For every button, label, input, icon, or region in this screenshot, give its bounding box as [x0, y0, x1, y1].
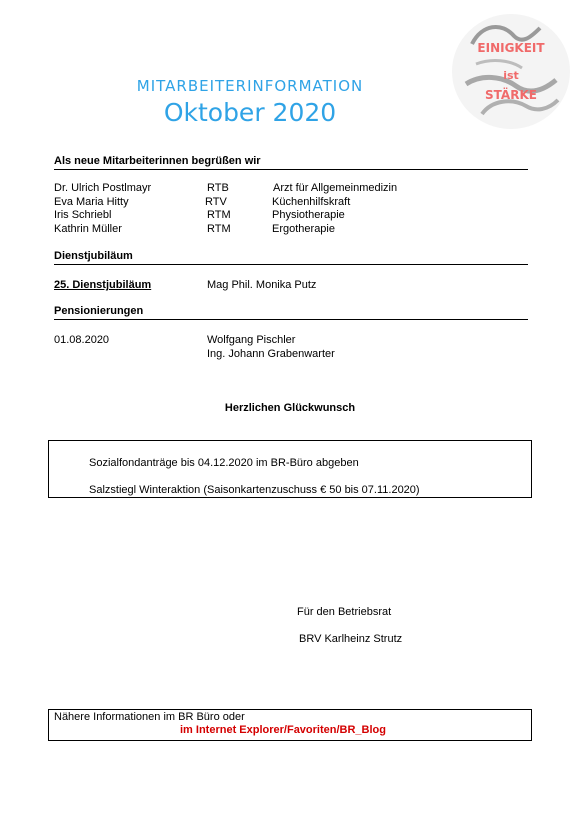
- employee-name: Eva Maria Hitty: [54, 196, 129, 208]
- logo-text-line1: EINIGKEIT: [477, 41, 545, 55]
- retirements-heading: Pensionierungen: [54, 305, 144, 317]
- employee-role: Physiotherapie: [272, 209, 345, 221]
- notice-line: Sozialfondanträge bis 04.12.2020 im BR-Büro abgeben: [89, 457, 359, 469]
- jubilee-label: 25. Dienstjubiläum: [54, 279, 152, 291]
- signature-line: Für den Betriebsrat: [297, 606, 392, 618]
- retiree-name: Ing. Johann Grabenwarter: [207, 348, 335, 360]
- retiree-name: Wolfgang Pischler: [207, 334, 296, 346]
- jubilee-heading: Dienstjubiläum: [54, 250, 133, 262]
- employee-code: RTV: [205, 196, 227, 208]
- footer-info-text: Nähere Informationen im BR Büro oder: [54, 711, 245, 723]
- jubilee-name: Mag Phil. Monika Putz: [207, 279, 317, 291]
- document-subtitle: MITARBEITERINFORMATION: [136, 77, 364, 95]
- retirement-date: 01.08.2020: [54, 334, 110, 346]
- employee-name: Iris Schriebl: [54, 209, 112, 221]
- congratulations-text: Herzlichen Glückwunsch: [224, 402, 356, 414]
- employee-name: Dr. Ulrich Postlmayr: [54, 182, 152, 194]
- footer-link[interactable]: im Internet Explorer/Favoriten/BR_Blog: [180, 724, 386, 736]
- notice-line: Salzstiegl Winteraktion (Saisonkartenzuschuss € 50 bis 07.11.2020): [89, 484, 420, 496]
- employee-code: RTB: [207, 182, 229, 194]
- document-title: Oktober 2020: [163, 98, 337, 127]
- employee-code: RTM: [207, 223, 231, 235]
- divider: [54, 319, 528, 320]
- employee-name: Kathrin Müller: [54, 223, 122, 235]
- signature-name: BRV Karlheinz Strutz: [299, 633, 403, 645]
- logo-text-line2: ist: [503, 69, 519, 82]
- employee-role: Ergotherapie: [272, 223, 335, 235]
- new-employees-heading: Als neue Mitarbeiterinnen begrüßen wir: [54, 155, 261, 167]
- employee-role: Küchenhilfskraft: [272, 196, 351, 208]
- logo-text-line3: STÄRKE: [485, 88, 537, 102]
- employee-code: RTM: [207, 209, 231, 221]
- divider: [54, 169, 528, 170]
- employee-role: Arzt für Allgemeinmedizin: [273, 182, 398, 194]
- divider: [54, 264, 528, 265]
